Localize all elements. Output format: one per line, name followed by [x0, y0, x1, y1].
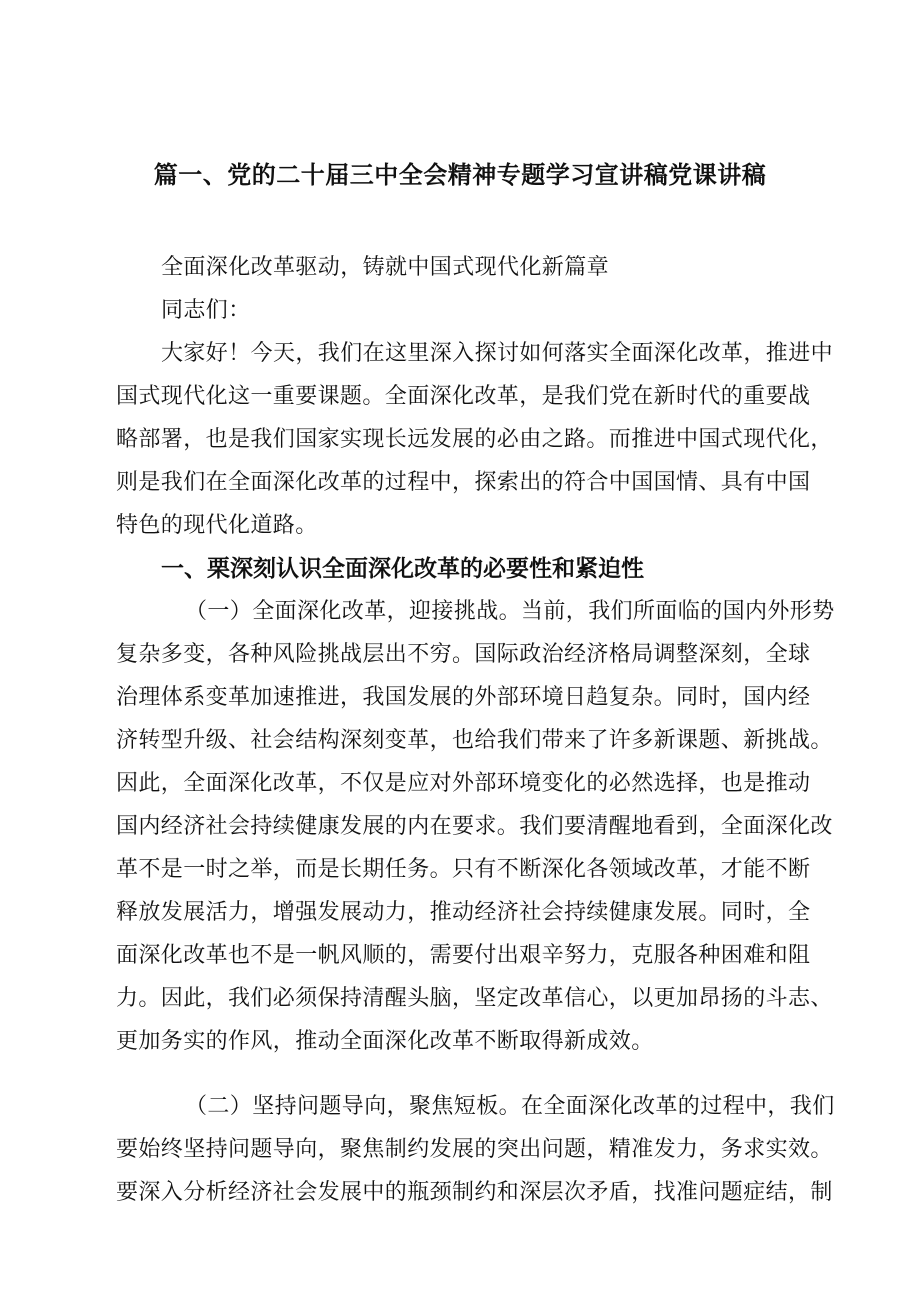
paragraph-line: 面深化改革也不是一帆风顺的，需要付出艰辛努力，克服各种困难和阻 — [116, 943, 811, 968]
paragraph-line: 济转型升级、社会结构深刻变革，也给我们带来了许多新课题、新挑战。 — [116, 728, 833, 753]
paragraph-line: 更加务实的作风，推动全面深化改革不断取得新成效。 — [116, 1029, 654, 1054]
paragraph-line: 革不是一时之举，而是长期任务。只有不断深化各领域改革，才能不断 — [116, 857, 811, 882]
paragraph-line: 大家好！今天，我们在这里深入探讨如何落实全面深化改革，推进中 — [161, 341, 834, 366]
paragraph-line: 释放发展活力，增强发展动力，推动经济社会持续健康发展。同时，全 — [116, 900, 811, 925]
paragraph-line: 特色的现代化道路。 — [116, 513, 318, 538]
document-title: 篇一、党的二十届三中全会精神专题学习宣讲稿党课讲稿 — [153, 161, 767, 189]
paragraph-line: 复杂多变，各种风险挑战层出不穷。国际政治经济格局调整深刻，全球 — [116, 642, 811, 667]
paragraph-line: （一）全面深化改革，迎接挑战。当前，我们所面临的国内外形势 — [185, 599, 835, 624]
paragraph-line: （二）坚持问题导向，聚焦短板。在全面深化改革的过程中，我们 — [185, 1094, 835, 1119]
salutation: 同志们： — [161, 298, 251, 323]
paragraph-line: 要深入分析经济社会发展中的瓶颈制约和深层次矛盾，找准问题症结，制 — [116, 1180, 833, 1205]
paragraph-line: 略部署，也是我们国家实现长远发展的必由之路。而推进中国式现代化， — [116, 427, 833, 452]
paragraph-line: 则是我们在全面深化改革的过程中，探索出的符合中国国情、具有中国 — [116, 470, 811, 495]
paragraph-line: 力。因此，我们必须保持清醒头脑，坚定改革信心，以更加昂扬的斗志、 — [116, 986, 833, 1011]
paragraph-line: 要始终坚持问题导向，聚焦制约发展的突出问题，精准发力，务求实效。 — [116, 1137, 833, 1162]
paragraph-line: 国内经济社会持续健康发展的内在要求。我们要清醒地看到，全面深化改 — [116, 814, 833, 839]
paragraph-line: 因此，全面深化改革，不仅是应对外部环境变化的必然选择，也是推动 — [116, 771, 811, 796]
paragraph-line: 国式现代化这一重要课题。全面深化改革，是我们党在新时代的重要战 — [116, 384, 811, 409]
paragraph-line: 治理体系变革加速推进，我国发展的外部环境日趋复杂。同时，国内经 — [116, 685, 811, 710]
section-heading: 一、栗深刻认识全面深化改革的必要性和紧迫性 — [161, 556, 644, 582]
speech-subtitle: 全面深化改革驱动，铸就中国式现代化新篇章 — [161, 255, 610, 280]
